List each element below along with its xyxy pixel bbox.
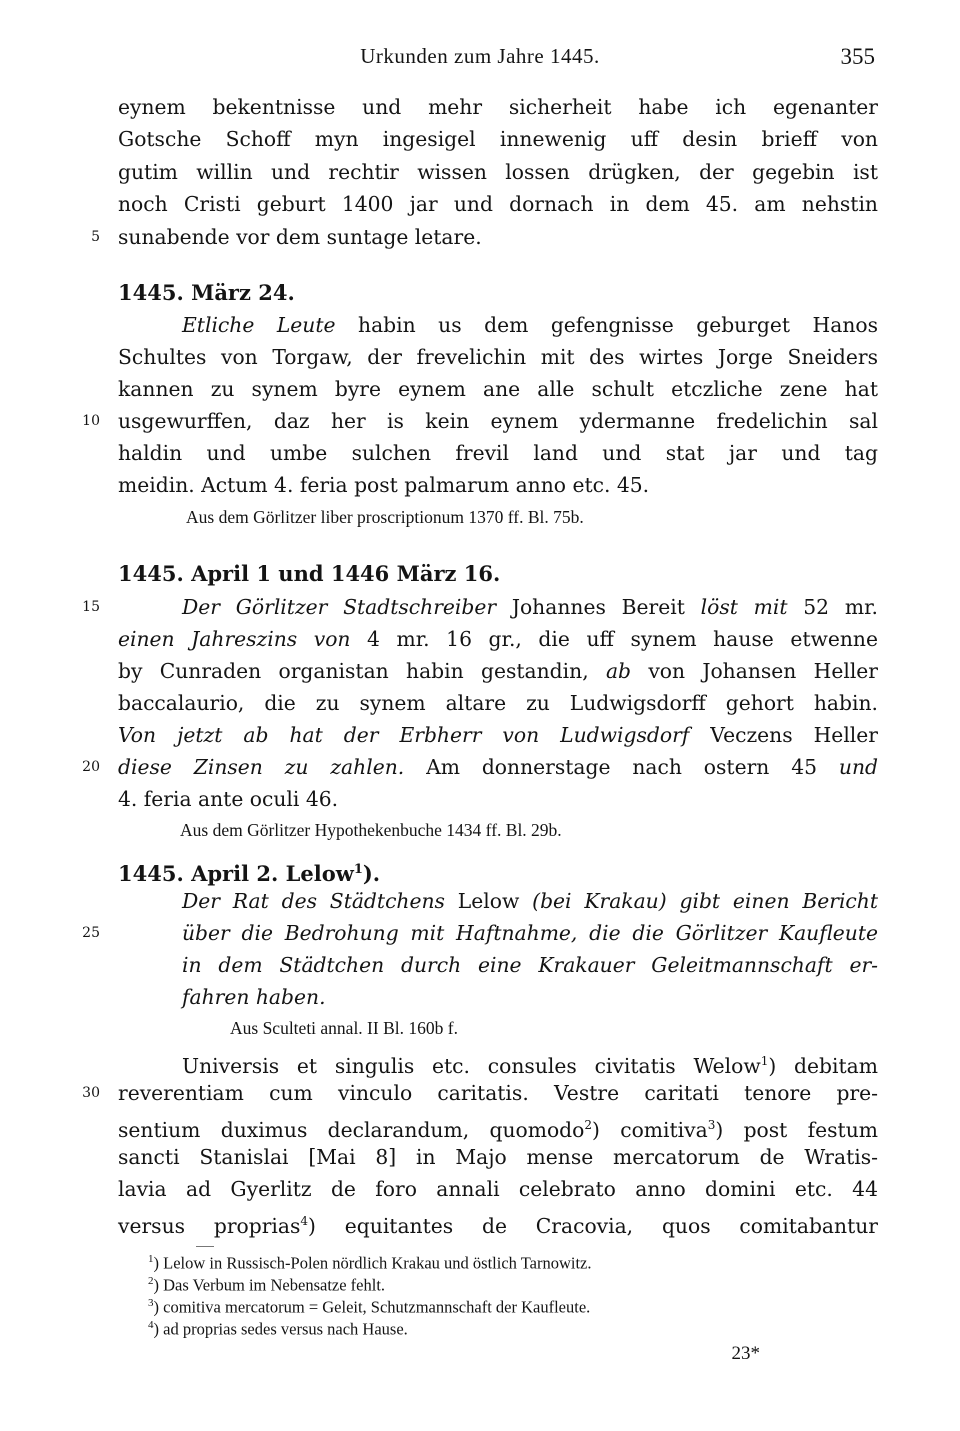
line-number: 15	[82, 599, 100, 615]
line-number: 10	[82, 413, 100, 429]
text-run: by Cunraden organistan habin gestandin,	[118, 659, 606, 683]
italic-text: Der Rat des Städtchens	[182, 889, 445, 913]
footnote-marker: 4	[300, 1214, 309, 1228]
footnote-mark: 4	[148, 1319, 154, 1331]
text-line: über die Bedrohung mit Haftnahme, die die Görlitzer Kaufleute	[182, 921, 878, 945]
text-line: 4. feria ante oculi 46.	[118, 787, 339, 811]
text-line	[118, 720, 878, 751]
footnote-marker: 1	[760, 1054, 769, 1068]
line-number: 30	[82, 1085, 100, 1101]
text-line: sancti Stanislai [Mai 8] in Majo mense mercatorum de Wratis-	[118, 1145, 878, 1169]
entry-heading: 1445. März 24.	[118, 280, 295, 305]
entry-heading	[118, 854, 380, 889]
text-line: lavia ad Gyerlitz de foro annali celebrato anno domini etc. 44	[118, 1177, 878, 1201]
text-line	[182, 310, 878, 341]
footnote-text: ) Das Verbum im Nebensatze fehlt.	[153, 1275, 386, 1295]
footnote	[148, 1271, 385, 1296]
footnote-marker: 1	[353, 862, 363, 877]
text-run: Lelow	[444, 889, 533, 913]
text-line	[118, 624, 878, 655]
italic-text: und	[838, 755, 878, 779]
footnote-rule	[196, 1246, 214, 1247]
text-run: habin us dem gefengnisse geburget Hanos	[335, 313, 879, 337]
footnote	[148, 1315, 408, 1340]
text-line: usgewurffen, daz her is kein eynem ydermanne fredelichin sal	[118, 409, 878, 433]
text-run: sentium duximus declarandum, quomodo	[118, 1117, 585, 1142]
text-line: kannen zu synem byre eynem ane alle schult etczliche zene hat	[118, 377, 878, 401]
text-run: ) debitam	[768, 1053, 878, 1078]
footnote-marker: 2	[584, 1118, 593, 1132]
italic-text: Etliche Leute	[182, 313, 336, 337]
text-line	[118, 1110, 878, 1141]
line-number: 20	[82, 759, 100, 775]
text-line	[182, 1046, 878, 1077]
text-run: ) equitantes de Cracovia, quos comitabantur	[308, 1213, 878, 1238]
italic-text: Von jetzt ab hat der Erbherr von Ludwigsdorf	[118, 723, 690, 747]
text-line: baccalaurio, die zu synem altare zu Ludwigsdorff gehort habin.	[118, 691, 878, 715]
text-run: Universis et singulis etc. consules civitatis Welow	[182, 1053, 761, 1078]
italic-text: (bei Krakau) gibt einen Bericht	[532, 889, 879, 913]
footnote-marker: 3	[707, 1118, 716, 1132]
text-line	[182, 592, 878, 623]
text-line	[118, 656, 878, 687]
footnote-mark: 2	[148, 1275, 154, 1287]
italic-text: löst mit	[700, 595, 788, 619]
text-line	[118, 752, 878, 783]
text-line: Schultes von Torgaw, der frevelichin mit des wirtes Jorge Sneiders	[118, 345, 878, 369]
text-run: von Johansen Heller	[631, 659, 879, 683]
footnote-mark: 1	[148, 1253, 154, 1265]
text-line: noch Cristi geburt 1400 jar und dornach in dem 45. am nehstin	[118, 192, 878, 216]
footnote-mark: 3	[148, 1297, 154, 1309]
text-run: 52 mr.	[787, 595, 878, 619]
text-line: haldin und umbe sulchen frevil land und stat jar und tag	[118, 441, 878, 465]
heading-text: 1445. April 2. Lelow	[118, 861, 354, 886]
text-run: 4 mr. 16 gr., die uff synem hause etwenne	[350, 627, 878, 651]
footnote	[148, 1249, 592, 1274]
source-note: Aus dem Görlitzer Hypothekenbuche 1434 ff. Bl. 29b.	[180, 820, 562, 840]
text-line: fahren haben.	[182, 985, 326, 1009]
italic-text: ab	[605, 659, 632, 683]
text-line: in dem Städtchen durch eine Krakauer Geleitmannschaft er-	[182, 953, 878, 977]
italic-text: einen Jahreszins von	[118, 627, 351, 651]
footnote-text: ) Lelow in Russisch-Polen nördlich Krakau und östlich Tarnowitz.	[153, 1253, 592, 1273]
text-line	[118, 1206, 878, 1237]
text-line: meidin. Actum 4. feria post palmarum anno etc. 45.	[118, 473, 650, 497]
line-number: 25	[82, 925, 100, 941]
footnote-text: ) comitiva mercatorum = Geleit, Schutzmannschaft der Kaufleute.	[153, 1297, 591, 1317]
text-line: reverentiam cum vinculo caritatis. Vestre caritati tenore pre-	[118, 1081, 878, 1105]
heading-text: ).	[362, 861, 381, 886]
footnote-text: ) ad proprias sedes versus nach Hause.	[153, 1319, 408, 1339]
source-note: Aus dem Görlitzer liber proscriptionum 1370 ff. Bl. 75b.	[186, 507, 584, 527]
text-line	[182, 886, 878, 917]
text-run: ) post festum	[715, 1117, 878, 1142]
italic-text: diese Zinsen zu zahlen.	[118, 755, 405, 779]
entry-heading: 1445. April 1 und 1446 März 16.	[118, 561, 501, 586]
text-line: sunabende vor dem suntage letare.	[118, 225, 482, 249]
italic-text: Der Görlitzer Stadtschreiber	[182, 595, 497, 619]
text-run: Am donnerstage nach ostern 45	[404, 755, 839, 779]
text-line: eynem bekentnisse und mehr sicherheit habe ich egenanter	[118, 95, 878, 119]
text-run: Veczens Heller	[689, 723, 878, 747]
footnote	[148, 1293, 590, 1318]
source-note: Aus Sculteti annal. II Bl. 160b f.	[230, 1018, 458, 1038]
text-line: gutim willin und rechtir wissen lossen drügken, der gegebin ist	[118, 160, 878, 184]
text-run: versus proprias	[118, 1213, 301, 1238]
line-number: 5	[91, 229, 100, 245]
text-run: Johannes Bereit	[496, 595, 701, 619]
page-number: 355	[840, 44, 875, 69]
text-line: Gotsche Schoff myn ingesigel innewenig uff desin brieff von	[118, 127, 878, 151]
signature-mark: 23*	[731, 1343, 760, 1364]
text-run: ) comitiva	[592, 1117, 708, 1142]
running-title: Urkunden zum Jahre 1445.	[360, 44, 600, 68]
